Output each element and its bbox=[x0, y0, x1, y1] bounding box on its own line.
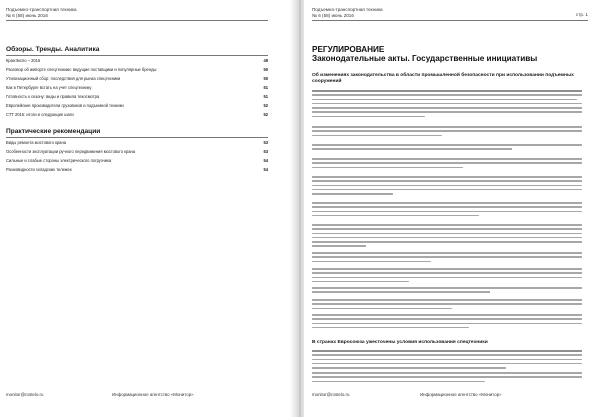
article1-text-block-6 bbox=[312, 202, 582, 219]
left-header-title: Подъемно-транспортная техника bbox=[6, 7, 77, 12]
toc-item-title: Особенности эксплуатации ручного передвижения мостового крана bbox=[6, 149, 136, 154]
toc-item-page: 54 bbox=[263, 158, 268, 163]
right-footer-email[interactable]: monitor@rostelo.ru bbox=[312, 392, 350, 397]
article1-title: Об изменениях законодательства в области промышленной безопасности при использовании подъемных сооружений bbox=[312, 73, 574, 85]
right-header bbox=[312, 7, 588, 18]
toc-item-page: 51 bbox=[263, 85, 268, 90]
toc-item[interactable] bbox=[6, 56, 268, 65]
toc-item-page: 51 bbox=[263, 94, 268, 99]
toc-item-title: Сильные и слабые стороны электрического погрузчика bbox=[6, 158, 112, 163]
left-footer-agency: Информационное агентство «Монитор» bbox=[112, 392, 194, 397]
section-label: РЕГУЛИРОВАНИЕ bbox=[312, 45, 385, 54]
toc-section-title-reviews: Обзоры. Тренды. Аналитика bbox=[6, 46, 100, 53]
toc-item-page: 53 bbox=[263, 149, 268, 154]
right-header-rule bbox=[312, 20, 588, 21]
left-footer-email[interactable]: monitor@rostelo.ru bbox=[6, 392, 44, 397]
toc-list-reviews bbox=[6, 56, 268, 119]
toc-item-title: Европейские производители грузовиков и подъемной техники bbox=[6, 103, 124, 108]
toc-item[interactable] bbox=[6, 74, 268, 83]
toc-item-title: КранЭкспо – 2016 bbox=[6, 58, 41, 63]
article1-text-block-12 bbox=[312, 314, 582, 331]
toc-item-page: 50 bbox=[263, 76, 268, 81]
toc-item-title: Готовность к сезону: виды и правила техосмотра bbox=[6, 94, 100, 99]
article2-text-block-2 bbox=[312, 372, 582, 385]
toc-item[interactable] bbox=[6, 110, 268, 119]
toc-item[interactable] bbox=[6, 138, 268, 147]
toc-item-title: Виды ремонта мостового крана bbox=[6, 140, 66, 145]
left-page bbox=[0, 0, 296, 417]
toc-item[interactable] bbox=[6, 92, 268, 101]
right-header-issue: № 6 (58) июнь 2016 bbox=[312, 12, 354, 18]
toc-item-page: 54 bbox=[263, 167, 268, 172]
article1-text-block-1 bbox=[312, 90, 582, 120]
toc-item[interactable] bbox=[6, 65, 268, 74]
article1-text-block-10 bbox=[312, 287, 582, 296]
article1-text-block-8 bbox=[312, 252, 582, 265]
article2-text-block-1 bbox=[312, 350, 582, 371]
article2-title: В странах Евросоюза ужесточены условия использования спецтехники bbox=[312, 340, 488, 345]
left-header-issue: № 6 (58) июнь 2016 bbox=[6, 12, 48, 18]
toc-section-title-practice: Практические рекомендации bbox=[6, 128, 101, 135]
toc-item-title: Разновидности складских тележек bbox=[6, 167, 72, 172]
article1-text-block-9 bbox=[312, 268, 582, 285]
article1-text-block-5 bbox=[312, 176, 582, 197]
toc-item-title: Утилизационный сбор: последствия для рынка спецтехники bbox=[6, 76, 121, 81]
toc-item[interactable] bbox=[6, 101, 268, 110]
article1-text-block-11 bbox=[312, 299, 582, 312]
toc-item[interactable] bbox=[6, 83, 268, 92]
right-header-page: стр. 1 bbox=[575, 12, 588, 17]
right-header-title: Подъемно-транспортная техника bbox=[312, 7, 383, 12]
right-page bbox=[304, 0, 600, 417]
toc-item[interactable] bbox=[6, 147, 268, 156]
toc-item-title: Как в Петербурге встать на учет спецтехнику bbox=[6, 85, 92, 90]
right-footer-agency: Информационное агентство «Монитор» bbox=[420, 392, 502, 397]
toc-item-title: Разговор об импорте спецтехники: ведущие поставщики и популярные бренды bbox=[6, 67, 157, 72]
article1-text-block-3 bbox=[312, 144, 582, 153]
toc-item-page: 50 bbox=[263, 67, 268, 72]
toc-item-title: СТТ 2016: итоги и следующие шаги bbox=[6, 112, 74, 117]
toc-item-page: 52 bbox=[263, 103, 268, 108]
section-title: Законодательные акты. Государственные инициативы bbox=[312, 54, 538, 63]
left-header bbox=[6, 7, 286, 18]
toc-item-page: 53 bbox=[263, 140, 268, 145]
article1-text-block-2 bbox=[312, 126, 582, 139]
toc-item[interactable] bbox=[6, 156, 268, 165]
toc-item-page: 52 bbox=[263, 112, 268, 117]
toc-list-practice bbox=[6, 138, 268, 174]
toc-item-page: 49 bbox=[263, 58, 268, 63]
article1-text-block-7 bbox=[312, 224, 582, 250]
toc-item[interactable] bbox=[6, 165, 268, 174]
article1-text-block-4 bbox=[312, 158, 582, 171]
left-header-rule bbox=[6, 20, 268, 21]
